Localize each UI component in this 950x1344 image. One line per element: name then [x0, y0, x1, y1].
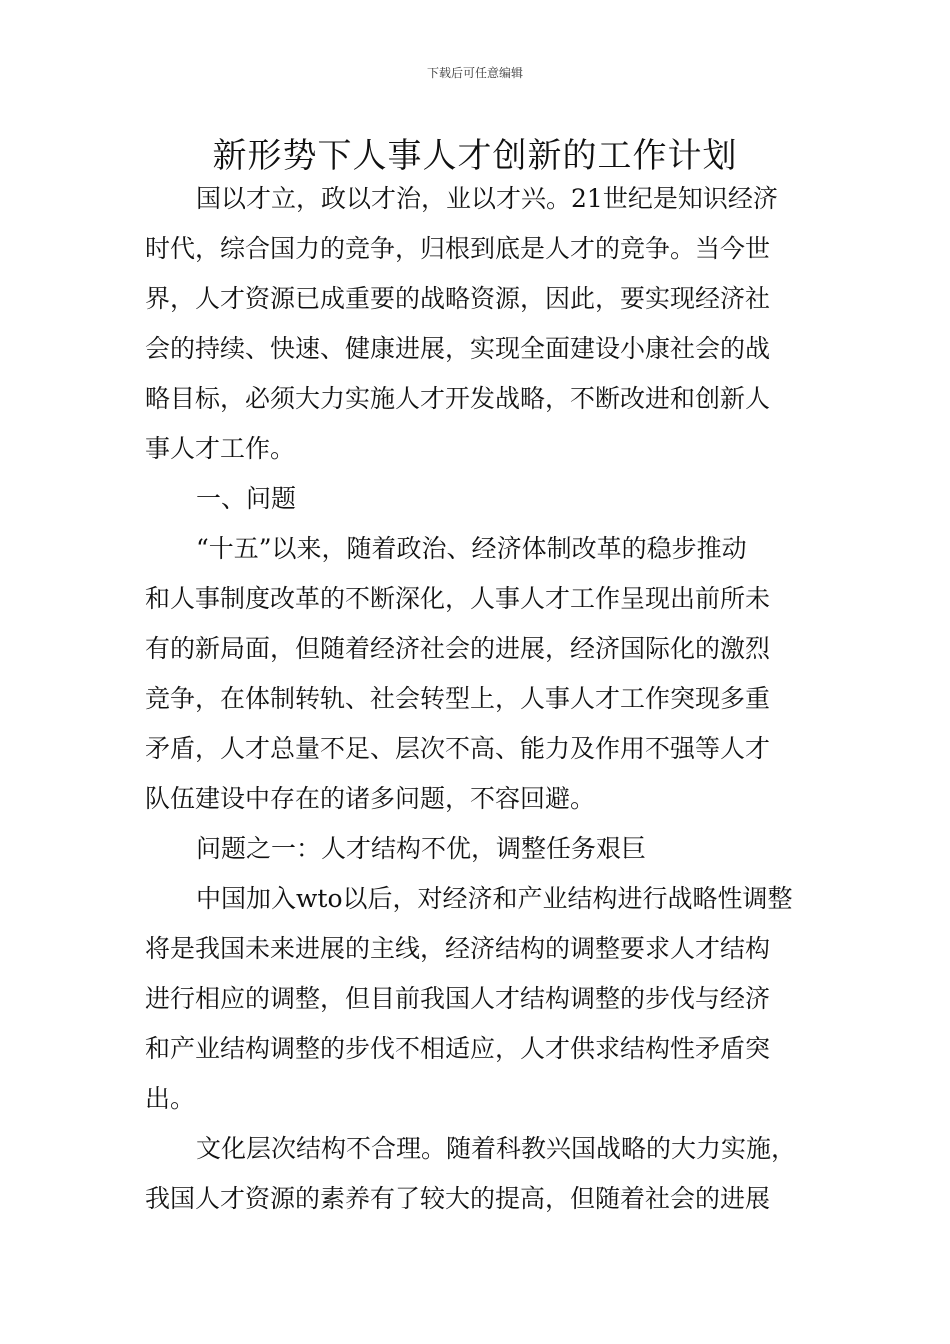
- subsection-heading: 问题之一：人才结构不优，调整任务艰巨: [196, 834, 647, 863]
- paragraph-line: 中国加入wto以后，对经济和产业结构进行战略性调整: [196, 884, 793, 913]
- paragraph-line: “十五”以来，随着政治、经济体制改革的稳步推动: [196, 534, 747, 563]
- paragraph-line: 我国人才资源的素养有了较大的提高，但随着社会的进展: [145, 1184, 771, 1213]
- paragraph-line: 有的新局面，但随着经济社会的进展，经济国际化的激烈: [145, 634, 771, 663]
- document-title: 新形势下人事人才创新的工作计划: [212, 136, 738, 176]
- paragraph-line: 文化层次结构不合理。随着科教兴国战略的大力实施，: [196, 1134, 797, 1163]
- paragraph-line: 和人事制度改革的不断深化，人事人才工作呈现出前所未: [145, 584, 771, 613]
- paragraph-line: 矛盾，人才总量不足、层次不高、能力及作用不强等人才: [145, 734, 771, 763]
- paragraph-line: 略目标，必须大力实施人才开发战略，不断改进和创新人: [145, 384, 771, 413]
- paragraph-line: 时代，综合国力的竞争，归根到底是人才的竞争。当今世: [145, 234, 771, 263]
- paragraph-line: 将是我国未来进展的主线，经济结构的调整要求人才结构: [145, 934, 771, 963]
- paragraph-line: 和产业结构调整的步伐不相适应，人才供求结构性矛盾突: [145, 1034, 771, 1063]
- paragraph-line: 队伍建设中存在的诸多问题，不容回避。: [145, 784, 596, 813]
- section-heading: 一、问题: [196, 484, 297, 513]
- paragraph-line: 竞争，在体制转轨、社会转型上，人事人才工作突现多重: [145, 684, 771, 713]
- paragraph-line: 界，人才资源已成重要的战略资源，因此，要实现经济社: [145, 284, 771, 313]
- paragraph-line: 出。: [145, 1084, 196, 1113]
- paragraph-line: 事人才工作。: [145, 434, 296, 463]
- paragraph-line: 进行相应的调整，但目前我国人才结构调整的步伐与经济: [145, 984, 771, 1013]
- paragraph-line: 会的持续、快速、健康进展，实现全面建设小康社会的战: [145, 334, 771, 363]
- paragraph-line: 国以才立，政以才治，业以才兴。21世纪是知识经济: [196, 184, 778, 213]
- header-note: 下载后可任意编辑: [426, 66, 523, 80]
